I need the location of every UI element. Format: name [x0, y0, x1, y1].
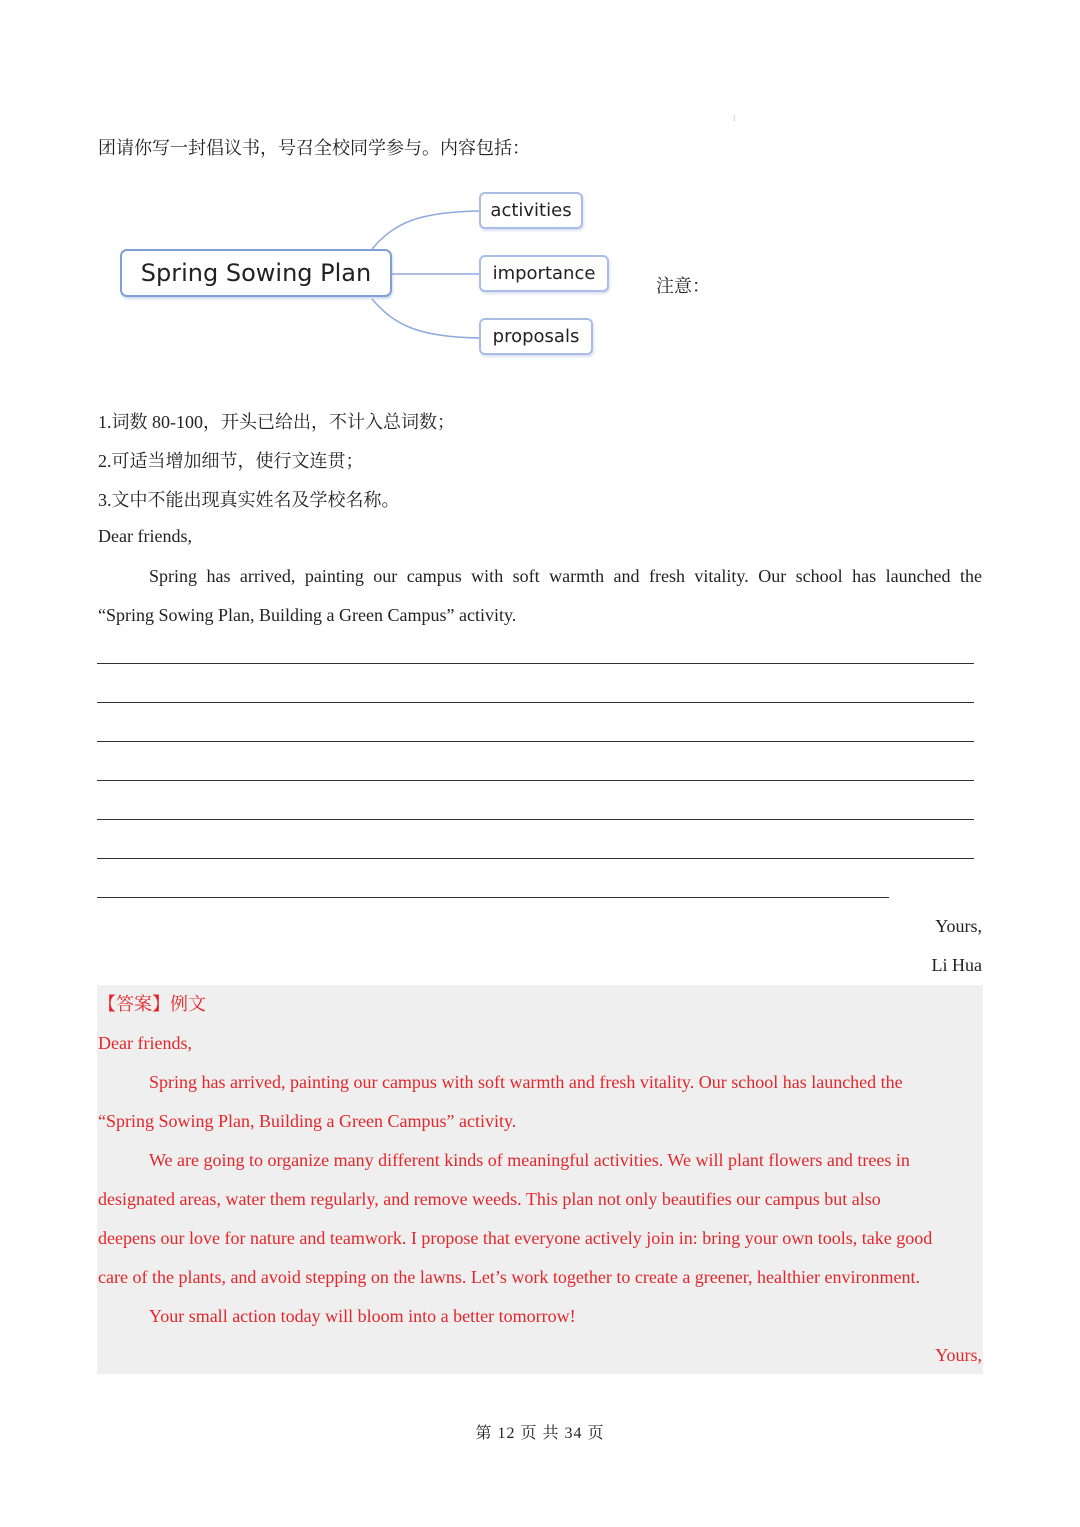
answer-line: “Spring Sowing Plan, Building a Green Campus” activity.	[98, 1111, 517, 1131]
prompt-intro: 团请你写一封倡议书，号召全校同学参与。内容包括：	[98, 138, 530, 158]
writing-line	[97, 663, 974, 664]
answer-closing: Yours,	[935, 1345, 982, 1365]
writing-line	[97, 819, 974, 820]
mind-map-node-importance: importance	[479, 255, 609, 292]
requirement-3: 3.文中不能出现真实姓名及学校名称。	[98, 490, 400, 510]
mind-map-node-proposals: proposals	[479, 318, 593, 355]
writing-line	[97, 741, 974, 742]
page-footer: 第 12 页 共 34 页	[475, 1425, 605, 1442]
writing-line	[97, 897, 889, 898]
letter-para-line-2: “Spring Sowing Plan, Building a Green Campus” activity.	[98, 605, 517, 625]
answer-line: care of the plants, and avoid stepping on the lawns. Let’s work together to create a greener, healthier environment.	[98, 1267, 920, 1287]
letter-signature: Li Hua	[931, 955, 982, 975]
answer-line: Your small action today will bloom into a better tomorrow!	[149, 1306, 576, 1326]
answer-greeting: Dear friends,	[98, 1033, 192, 1053]
letter-closing: Yours,	[935, 916, 982, 936]
mind-map-center: Spring Sowing Plan	[120, 249, 392, 297]
letter-para-line-1: Spring has arrived, painting our campus with soft warmth and fresh vitality. Our school has launched the	[149, 566, 982, 586]
answer-line: designated areas, water them regularly, and remove weeds. This plan not only beautifies our campus but also	[98, 1189, 881, 1209]
requirement-2: 2.可适当增加细节，使行文连贯；	[98, 451, 364, 471]
answer-line: deepens our love for nature and teamwork. I propose that everyone actively join in: bring your own tools, take good	[98, 1228, 933, 1248]
writing-line	[97, 702, 974, 703]
writing-line	[97, 858, 974, 859]
header-mark: ⁝	[733, 114, 736, 123]
requirement-1: 1.词数 80-100，开头已给出，不计入总词数；	[98, 412, 455, 432]
writing-line	[97, 780, 974, 781]
mind-map-node-activities: activities	[479, 192, 583, 229]
note-label: 注意：	[656, 276, 710, 296]
answer-line: We are going to organize many different kinds of meaningful activities. We will plant flowers and trees in	[149, 1150, 910, 1170]
letter-greeting: Dear friends,	[98, 526, 192, 546]
answer-line: Spring has arrived, painting our campus with soft warmth and fresh vitality. Our school has launched the	[149, 1072, 903, 1092]
answer-label: 【答案】例文	[98, 994, 206, 1014]
